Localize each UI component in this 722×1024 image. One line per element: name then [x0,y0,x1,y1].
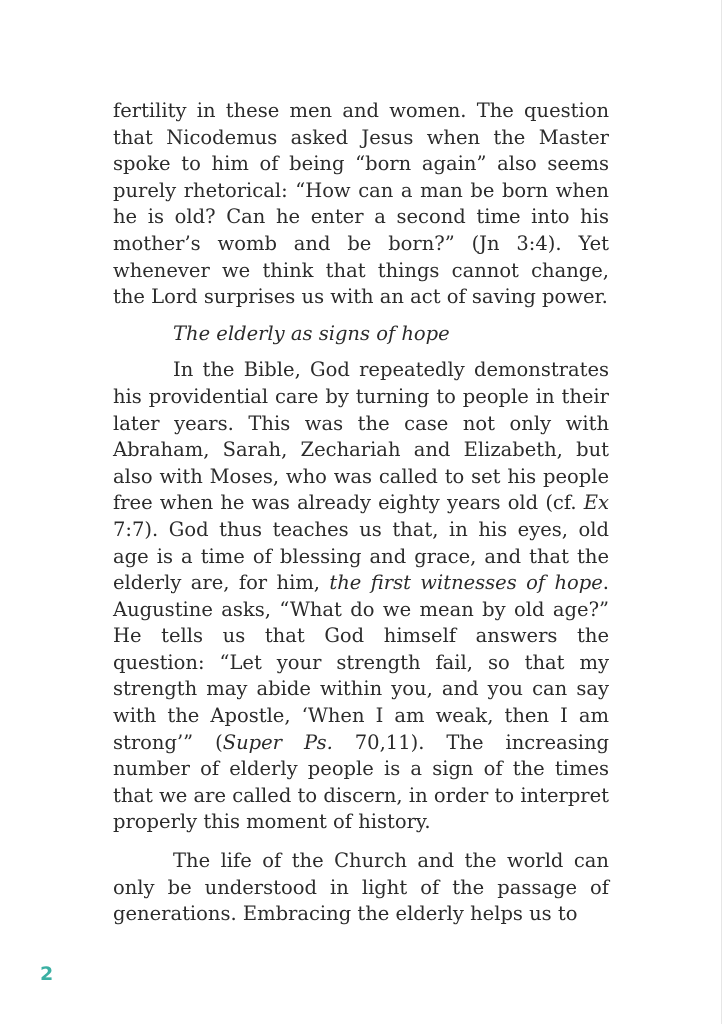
body-text [113,98,609,928]
scripture-reference-exodus: Ex [583,491,609,515]
paragraph-2-part-a: In the Bible, God repeatedly demonstrates his providential care by turning to people in their later years. This was the case not only with Abraham, Sarah, Zechariah and Elizabeth, but also with Moses, who was called to set his people free when he was already eighty years old (cf. [113,358,609,515]
paragraph-3 [113,848,609,928]
emphasis-first-witnesses: the first witnesses of hope [329,571,603,595]
section-subheading [113,321,609,348]
page-number: 2 [40,963,54,985]
paragraph-3-text: The life of the Church and the world can only be understood in light of the passage of generations. Embracing the elderly helps us to [113,849,609,926]
paragraph-1 [113,98,609,311]
subheading-text: The elderly as signs of hope [173,321,450,345]
paragraph-2-part-b: 7:7). God thus teaches us that, in his eyes, old age is a time of blessing and grace, and that the elderly are, for him, [113,517,609,595]
paragraph-2-part-c: . Augustine asks, “What do we mean by old age?” He tells us that God himself answers the question: “Let your strength fail, so that my strength may abide within you, and you can say with the Apostle, ‘When I am weak, then I am strong’” ( [113,571,609,754]
reference-super-ps: Super Ps. [222,730,333,754]
paragraph-2 [113,357,609,836]
paragraph-1-text: fertility in these men and women. The question that Nicodemus asked Jesus when the Master spoke to him of being “born again” also seems purely rhetorical: “How can a man be born when he is old? Can he enter a second time into his mother’s womb and be born?” (Jn 3:4). Yet whenever we think that things cannot change, the Lord surprises us with an act of saving power. [113,99,609,309]
paragraph-2-part-d: 70,11). The increasing number of elderly people is a sign of the times that we are called to discern, in order to interpret properly this moment of history. [113,730,609,834]
